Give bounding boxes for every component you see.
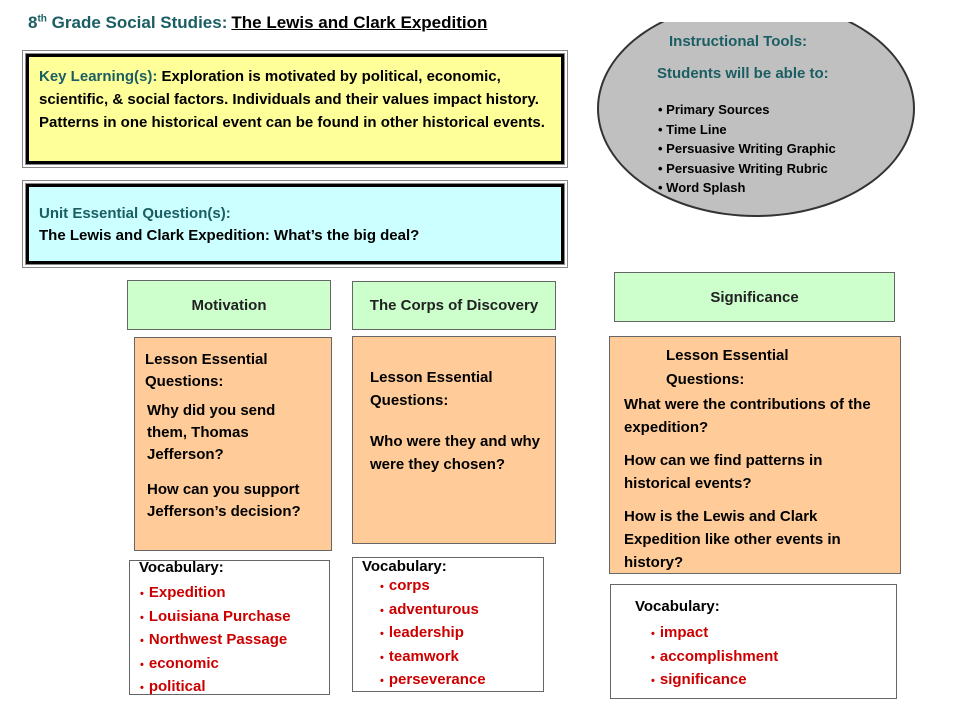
unit-question-text: The Lewis and Clark Expedition: What’s the big deal? xyxy=(39,227,420,244)
vocab-item: • political xyxy=(140,678,206,695)
motivation-lesson-box xyxy=(134,337,332,551)
tools-item: • Word Splash xyxy=(658,180,746,195)
vocab-item: • leadership xyxy=(380,624,464,641)
lesson-question: Why did you send them, Thomas Jefferson? xyxy=(147,402,276,463)
lesson-label: Lesson Essential Questions: xyxy=(370,369,493,409)
lesson-question: What were the contributions of the expedition? xyxy=(624,396,871,436)
vocab-label: Vocabulary: xyxy=(635,598,720,615)
vocab-item: • Northwest Passage xyxy=(140,631,288,648)
significance-lesson-box xyxy=(609,336,901,574)
tools-item: • Time Line xyxy=(658,121,727,137)
vocab-item: • impact xyxy=(651,624,709,641)
tools-item: • Persuasive Writing Graphic xyxy=(658,141,836,156)
page-subtitle: The Lewis and Clark Expedition xyxy=(231,13,488,32)
corps-heading: The Corps of Discovery xyxy=(352,281,556,330)
oval-top-cutout xyxy=(655,0,857,22)
key-learning-box xyxy=(26,54,564,164)
lesson-question: How can we find patterns in historical events? xyxy=(624,452,823,492)
motivation-heading: Motivation xyxy=(127,280,331,330)
page-title: 8th Grade Social Studies: The Lewis and Clark Expedition xyxy=(28,13,488,32)
vocab-item: • teamwork xyxy=(380,647,459,665)
tools-item: • Primary Sources xyxy=(658,102,770,117)
tools-list xyxy=(658,100,836,198)
vocab-list xyxy=(140,582,291,700)
vocab-item: • economic xyxy=(140,654,219,672)
lesson-question: How is the Lewis and Clark Expedition like other events in history? xyxy=(624,508,841,571)
tools-item: • Persuasive Writing Rubric xyxy=(658,160,828,176)
key-learning-text: Exploration is motivated by political, economic, scientific, & social factors. Individuals and their values impact history. Patterns in one historical event can be found in other historical events. xyxy=(39,68,545,131)
significance-vocab-box xyxy=(610,584,897,699)
vocab-list xyxy=(380,575,486,693)
vocab-list xyxy=(651,622,778,693)
vocab-item: • accomplishment xyxy=(651,647,779,665)
vocab-item: • perseverance xyxy=(380,671,486,688)
vocab-label: Vocabulary: xyxy=(362,558,447,575)
corps-vocab-box xyxy=(352,557,544,692)
vocab-item: • corps xyxy=(380,577,430,594)
tools-title: Instructional Tools: xyxy=(669,33,808,50)
lesson-question: How can you support Jefferson’s decision? xyxy=(147,481,301,520)
vocab-item: • Expedition xyxy=(140,584,226,601)
unit-question-box xyxy=(26,184,564,264)
lesson-label: Lesson Essential Questions: xyxy=(145,351,268,390)
vocab-item: • significance xyxy=(651,671,747,688)
key-learning-label: Key Learning(s): xyxy=(39,68,158,85)
unit-question-label: Unit Essential Question(s): xyxy=(39,205,231,222)
vocab-label: Vocabulary: xyxy=(139,559,224,576)
motivation-vocab-box xyxy=(129,560,330,695)
lesson-question: Who were they and why were they chosen? xyxy=(370,433,541,473)
vocab-item: • Louisiana Purchase xyxy=(140,607,291,625)
significance-heading: Significance xyxy=(614,272,895,322)
tools-subtitle: Students will be able to: xyxy=(657,65,829,82)
corps-lesson-box xyxy=(352,336,556,544)
vocab-item: • adventurous xyxy=(380,600,479,618)
lesson-label: Lesson Essential Questions: xyxy=(666,347,789,388)
